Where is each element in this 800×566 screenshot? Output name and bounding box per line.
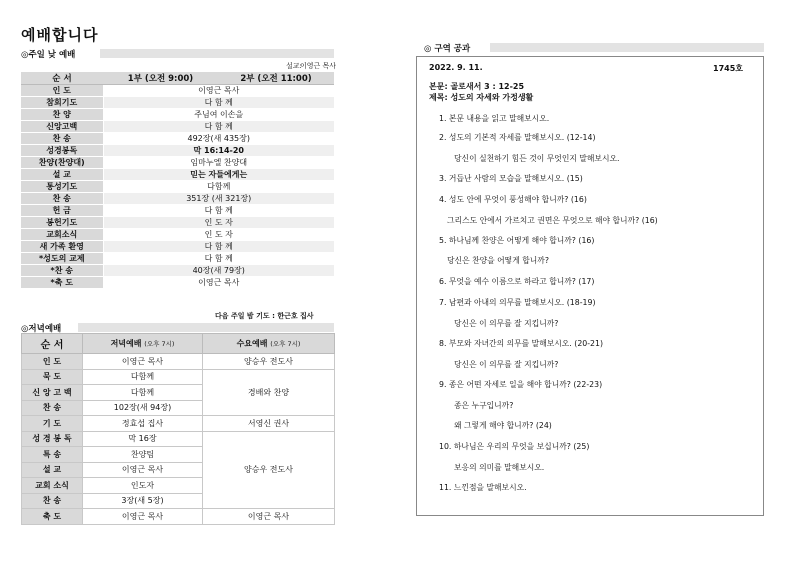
row-value: 믿는 자들에게는: [103, 169, 334, 181]
row-label: 봉헌기도: [21, 217, 103, 229]
table-row: [22, 431, 335, 447]
question-sub: 그리스도 안에서 가르치고 권면은 무엇으로 해야 합니까? (16): [447, 216, 658, 225]
row-label: 인 도: [22, 354, 83, 370]
col-order: 순 서: [22, 334, 83, 354]
sunday-value: 다함께: [83, 385, 203, 401]
question-sub: 당신은 이 의무를 잘 지킵니까?: [454, 319, 559, 328]
table-row: [22, 509, 335, 525]
table-row: [21, 277, 334, 289]
table-row: [21, 109, 334, 121]
sunday-value: 정효섭 집사: [83, 416, 203, 432]
wednesday-time: (오후 7시): [270, 340, 301, 348]
table-row: [21, 241, 334, 253]
table-row: [21, 157, 334, 169]
row-value: 임마누엘 찬양대: [103, 157, 334, 169]
row-label: 특 송: [22, 447, 83, 463]
row-label: 축 도: [22, 509, 83, 525]
row-value: 주님여 이손을: [103, 109, 334, 121]
row-label: 찬 송: [22, 400, 83, 416]
question-sub: 당신은 이 의무를 잘 지킵니까?: [454, 360, 559, 369]
row-label: 성 경 봉 독: [22, 431, 83, 447]
row-label: *축 도: [21, 277, 103, 289]
row-label: 신 앙 고 백: [22, 385, 83, 401]
wednesday-praise: 경배와 찬양: [203, 369, 335, 416]
question: 11. 느낀점을 말해보시오.: [439, 483, 527, 492]
row-label: 설 교: [21, 169, 103, 181]
sunday-value: 이영근 목사: [83, 509, 203, 525]
question: 1. 본문 내용을 읽고 말해보시오.: [439, 114, 550, 123]
table-row: [21, 181, 334, 193]
row-value: 다 함 께: [103, 205, 334, 217]
row-label: 찬 송: [22, 493, 83, 509]
lesson-box: [416, 56, 764, 516]
section-bar: [78, 323, 334, 332]
section-bar: [100, 49, 334, 58]
row-label: 통성기도: [21, 181, 103, 193]
row-value: 이영근 목사: [103, 277, 334, 289]
sunday-evening-time: (오후 7시): [144, 340, 175, 348]
question: 8. 부모와 자녀간의 의무를 말해보시오. (20-21): [439, 339, 604, 348]
table-row: [21, 217, 334, 229]
row-value: 인 도 자: [103, 229, 334, 241]
table-row: [21, 193, 334, 205]
row-label: 찬양(찬양대): [21, 157, 103, 169]
row-label: 찬 송: [21, 133, 103, 145]
sunday-heading: ◎주일 낮 예배: [21, 50, 76, 60]
question: 4. 성도 안에 무엇이 풍성해야 합니까? (16): [439, 195, 587, 204]
sunday-order-table: [21, 72, 334, 289]
question-sub: 왜 그렇게 해야 합니까? (24): [454, 421, 552, 430]
sunday-value: 이영근 목사: [83, 462, 203, 478]
wednesday-prayer: 서영신 권사: [203, 416, 335, 432]
table-row: [21, 97, 334, 109]
row-value: 이영근 목사: [103, 85, 334, 97]
sunday-evening-label: 저녁예배: [110, 339, 142, 348]
row-value: 351장 (새 321장): [103, 193, 334, 205]
sunday-value: 인도자: [83, 478, 203, 494]
question: 2. 성도의 기본적 자세를 말해보시오. (12-14): [439, 133, 596, 142]
row-label: 묵 도: [22, 369, 83, 385]
table-row: [21, 169, 334, 181]
next-week-prayer: 다음 주일 밤 기도 : 한근호 집사: [215, 312, 314, 320]
question: 6. 무엇을 예수 이름으로 하라고 합니까? (17): [439, 277, 595, 286]
row-label: 기 도: [22, 416, 83, 432]
table-row: [22, 369, 335, 385]
row-value: 다 함 께: [103, 253, 334, 265]
table-row: [21, 85, 334, 97]
wednesday-sermon: 양승우 전도사: [203, 431, 335, 509]
question: 10. 하나님은 우리의 무엇을 보십니까? (25): [439, 442, 590, 451]
question-sub: 당신이 실천하기 힘든 것이 무엇인지 말해보시오.: [454, 154, 620, 163]
row-label: 참회기도: [21, 97, 103, 109]
question: 7. 남편과 아내의 의무를 말해보시오. (18-19): [439, 298, 596, 307]
wednesday-benediction: 이영근 목사: [203, 509, 335, 525]
issue-number: 1745호: [713, 64, 743, 73]
lesson-date: 2022. 9. 11.: [429, 63, 483, 72]
table-row: [21, 121, 334, 133]
row-value: 492장(새 435장): [103, 133, 334, 145]
lesson-heading: ◎ 구역 공과: [424, 44, 471, 54]
preacher-name: 이영근 목사: [300, 62, 337, 70]
col-wednesday: [203, 334, 335, 354]
sunday-value: 이영근 목사: [83, 354, 203, 370]
row-value: 막 16:14-20: [103, 145, 334, 157]
row-value: 인 도 자: [103, 217, 334, 229]
question-sub: 보응의 의미를 말해보시오.: [454, 463, 545, 472]
wednesday-leader: 양승우 전도사: [203, 354, 335, 370]
evening-heading: ◎저녁예배: [21, 324, 62, 334]
row-value: 다 함 께: [103, 241, 334, 253]
col-second-service: 2부 (오전 11:00): [218, 72, 334, 85]
row-label: 설 교: [22, 462, 83, 478]
col-order: 순 서: [21, 72, 103, 85]
row-value: 다함께: [103, 181, 334, 193]
row-label: 교회 소식: [22, 478, 83, 494]
scripture: 본문: 골로새서 3 : 12-25: [429, 82, 525, 91]
table-row: [21, 265, 334, 277]
section-bar: [490, 43, 764, 52]
sunday-value: 3장(새 5장): [83, 493, 203, 509]
table-row: [22, 416, 335, 432]
question-sub: 당신은 찬양을 어떻게 합니까?: [447, 256, 549, 265]
table-row: [21, 253, 334, 265]
col-first-service: 1부 (오전 9:00): [103, 72, 218, 85]
row-label: 신앙고백: [21, 121, 103, 133]
question: 9. 종은 어떤 자세로 일을 해야 합니까? (22-23): [439, 380, 603, 389]
row-label: 인 도: [21, 85, 103, 97]
table-row: [21, 145, 334, 157]
sunday-value: 102장(새 94장): [83, 400, 203, 416]
question: 3. 거듭난 사람의 모습을 말해보시오. (15): [439, 174, 583, 183]
table-row: [21, 229, 334, 241]
question-sub: 종은 누구입니까?: [454, 401, 514, 410]
wednesday-label: 수요예배: [236, 339, 268, 348]
row-value: 40장(새 79장): [103, 265, 334, 277]
row-label: 성경봉독: [21, 145, 103, 157]
lesson-subject: 제목: 성도의 자세와 가정생활: [429, 93, 534, 102]
row-label: 헌 금: [21, 205, 103, 217]
table-row: [22, 354, 335, 370]
row-label: *성도의 교제: [21, 253, 103, 265]
question: 5. 하나님께 찬양은 어떻게 해야 합니까? (16): [439, 236, 595, 245]
row-label: 교회소식: [21, 229, 103, 241]
table-row: [21, 133, 334, 145]
sunday-value: 다함께: [83, 369, 203, 385]
row-label: *찬 송: [21, 265, 103, 277]
preacher-label: 설교:: [286, 62, 302, 70]
row-label: 찬 양: [21, 109, 103, 121]
row-value: 다 함 께: [103, 97, 334, 109]
sunday-value: 찬양팀: [83, 447, 203, 463]
row-label: 새 가족 환영: [21, 241, 103, 253]
col-sunday-evening: [83, 334, 203, 354]
sunday-value: 막 16장: [83, 431, 203, 447]
table-row: [21, 205, 334, 217]
evening-order-table: [21, 333, 335, 525]
row-label: 찬 송: [21, 193, 103, 205]
page-title: 예배합니다: [21, 26, 99, 44]
row-value: 다 함 께: [103, 121, 334, 133]
